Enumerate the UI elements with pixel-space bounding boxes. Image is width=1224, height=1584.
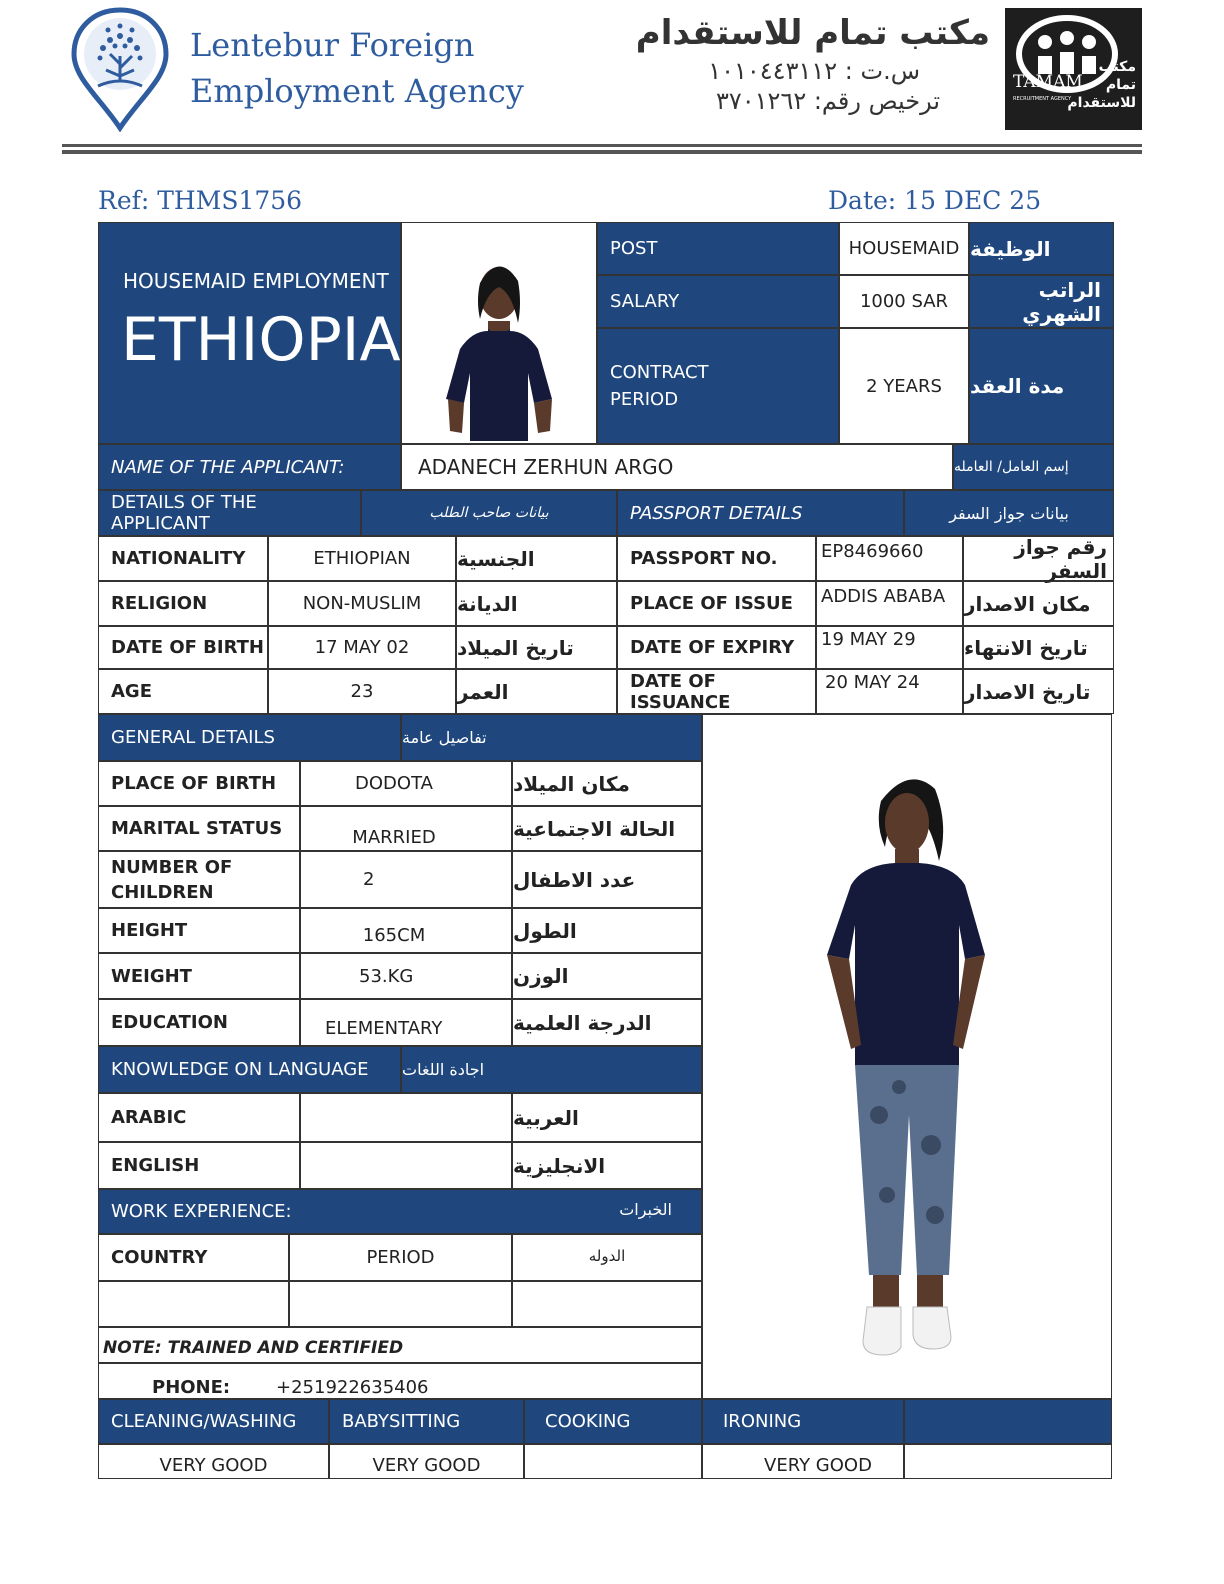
job-ar-contract: مدة العقد — [969, 328, 1114, 444]
general-label-children-text: NUMBER OF CHILDREN — [111, 856, 233, 903]
passport-label-number: PASSPORT NO. — [617, 536, 816, 581]
language-header-label: KNOWLEDGE ON LANGUAGE — [98, 1046, 401, 1093]
general-value-children: 2 — [300, 851, 512, 908]
arabic-office-block — [580, 10, 990, 120]
agency-name-line2: Employment Agency — [190, 72, 524, 110]
general-ar-children: عدد الاطفال — [512, 851, 702, 908]
skill-value-ironing: VERY GOOD — [702, 1444, 904, 1479]
arabic-office-name: مكتب تمام للاستقدام — [635, 13, 990, 53]
general-ar-marital: الحالة الاجتماعية — [512, 806, 702, 851]
language-header-ar: اجادة اللغات — [401, 1046, 702, 1093]
general-label-children — [98, 851, 300, 908]
language-value-english — [300, 1142, 512, 1189]
passport-ar-issuance: تاريخ الاصدار — [963, 669, 1114, 714]
skill-value-babysitting: VERY GOOD — [329, 1444, 524, 1479]
detail-value-nationality: ETHIOPIAN — [268, 536, 456, 581]
details-header-label: DETAILS OF THE APPLICANT — [98, 490, 361, 536]
reference-number: Ref: THMS1756 — [98, 186, 303, 215]
applicant-photo-small — [401, 222, 597, 444]
skill-label-extra — [904, 1399, 1112, 1444]
work-header-label: WORK EXPERIENCE: — [98, 1189, 702, 1234]
applicant-name-value: ADANECH ZERHUN ARGO — [401, 444, 953, 490]
job-label-salary: SALARY — [597, 275, 839, 328]
person-portrait-icon — [402, 223, 598, 445]
passport-value-expiry: 19 MAY 29 — [816, 626, 963, 669]
general-value-marital: MARRIED — [300, 806, 512, 851]
detail-ar-age: العمر — [456, 669, 617, 714]
passport-ar-issue-place: مكان الاصدار — [963, 581, 1114, 626]
work-col-ar: الدوله — [512, 1234, 702, 1281]
work-row-period — [289, 1281, 512, 1327]
arabic-cr-number: س.ت : ١٠١٠٤٤٣١١٢ — [708, 57, 920, 85]
detail-label-dob: DATE OF BIRTH — [98, 626, 268, 669]
agency-logo — [70, 6, 170, 132]
general-ar-weight: الوزن — [512, 953, 702, 999]
banner-country: ETHIOPIA — [121, 305, 401, 375]
general-label-education: EDUCATION — [98, 999, 300, 1046]
phone-value: +251922635406 — [276, 1377, 429, 1398]
general-header-label: GENERAL DETAILS — [98, 714, 401, 761]
tamam-logo-arabic: مكتب تمام للاستقدام — [1067, 59, 1136, 111]
passport-header-label: PASSPORT DETAILS — [617, 490, 904, 536]
passport-label-expiry: DATE OF EXPIRY — [617, 626, 816, 669]
skill-label-ironing: IRONING — [702, 1399, 904, 1444]
tamam-logo — [1005, 8, 1142, 130]
job-ar-post: الوظيفة — [969, 222, 1114, 275]
applicant-photo-full — [702, 714, 1112, 1399]
passport-header-ar: بيانات جواز السفر — [904, 490, 1114, 536]
language-value-arabic — [300, 1093, 512, 1142]
detail-ar-religion: الديانة — [456, 581, 617, 626]
general-label-height: HEIGHT — [98, 908, 300, 953]
work-row-ar — [512, 1281, 702, 1327]
language-ar-arabic: العربية — [512, 1093, 702, 1142]
general-value-weight: 53.KG — [300, 953, 512, 999]
job-value-contract: 2 YEARS — [839, 328, 969, 444]
job-ar-salary: الراتب الشهري — [969, 275, 1114, 328]
detail-label-nationality: NATIONALITY — [98, 536, 268, 581]
general-value-height: 165CM — [300, 908, 512, 953]
job-value-post: HOUSEMAID — [839, 222, 969, 275]
passport-value-issuance: 20 MAY 24 — [816, 669, 963, 714]
detail-value-dob: 17 MAY 02 — [268, 626, 456, 669]
detail-ar-dob: تاريخ الميلاد — [456, 626, 617, 669]
general-value-education: ELEMENTARY — [300, 999, 512, 1046]
tamam-logo-text: TAMAM — [1013, 72, 1083, 92]
general-ar-height: الطول — [512, 908, 702, 953]
tree-pin-icon — [70, 6, 170, 132]
job-label-post: POST — [597, 222, 839, 275]
general-header-ar: تفاصيل عامة — [401, 714, 702, 761]
work-col-country: COUNTRY — [98, 1234, 289, 1281]
skill-value-cooking — [524, 1444, 702, 1479]
person-fullbody-icon — [703, 715, 1113, 1400]
detail-ar-nationality: الجنسية — [456, 536, 617, 581]
passport-ar-number: رقم جواز السفر — [963, 536, 1114, 581]
skill-label-babysitting: BABYSITTING — [329, 1399, 524, 1444]
skill-value-cleaning: VERY GOOD — [98, 1444, 329, 1479]
work-header-ar: الخبرات — [619, 1200, 672, 1219]
applicant-name-label: NAME OF THE APPLICANT: — [98, 444, 401, 490]
passport-label-issue-place: PLACE OF ISSUE — [617, 581, 816, 626]
general-label-weight: WEIGHT — [98, 953, 300, 999]
agency-name-line1: Lentebur Foreign — [190, 26, 475, 64]
applicant-name-ar: إسم العامل/ العامله — [953, 444, 1114, 490]
agency-name — [190, 22, 530, 114]
general-ar-birthplace: مكان الميلاد — [512, 761, 702, 806]
language-label-english: ENGLISH — [98, 1142, 300, 1189]
passport-label-issuance: DATE OF ISSUANCE — [617, 669, 816, 714]
arabic-license-number: ترخيص رقم: ٣٧٠١٢٦٢ — [715, 87, 940, 115]
training-note: NOTE: TRAINED AND CERTIFIED — [98, 1327, 702, 1363]
phone-label: PHONE: — [152, 1377, 231, 1398]
work-row-country — [98, 1281, 289, 1327]
header-divider — [62, 144, 1142, 154]
skill-label-cleaning: CLEANING/WASHING — [98, 1399, 329, 1444]
job-label-contract — [597, 328, 839, 444]
details-header-ar: بيانات صاحب الطلب — [361, 490, 617, 536]
general-value-birthplace: DODOTA — [300, 761, 512, 806]
tamam-logo-sub: RECRUITMENT AGENCY — [1013, 96, 1072, 102]
document-date: Date: 15 DEC 25 — [828, 186, 1042, 215]
skill-label-cooking: COOKING — [524, 1399, 702, 1444]
job-value-salary: 1000 SAR — [839, 275, 969, 328]
general-label-birthplace: PLACE OF BIRTH — [98, 761, 300, 806]
skill-value-extra — [904, 1444, 1112, 1479]
passport-ar-expiry: تاريخ الانتهاء — [963, 626, 1114, 669]
language-ar-english: الانجليزية — [512, 1142, 702, 1189]
detail-value-religion: NON-MUSLIM — [268, 581, 456, 626]
detail-label-religion: RELIGION — [98, 581, 268, 626]
work-col-period: PERIOD — [289, 1234, 512, 1281]
language-label-arabic: ARABIC — [98, 1093, 300, 1142]
banner-subtitle: HOUSEMAID EMPLOYMENT — [123, 269, 389, 293]
detail-value-age: 23 — [268, 669, 456, 714]
passport-value-number: EP8469660 — [816, 536, 963, 581]
general-label-marital: MARITAL STATUS — [98, 806, 300, 851]
passport-value-issue-place: ADDIS ABABA — [816, 581, 963, 626]
general-ar-education: الدرجة العلمية — [512, 999, 702, 1046]
job-label-contract-text: CONTRACT PERIOD — [610, 362, 709, 410]
employment-banner — [98, 222, 401, 444]
detail-label-age: AGE — [98, 669, 268, 714]
